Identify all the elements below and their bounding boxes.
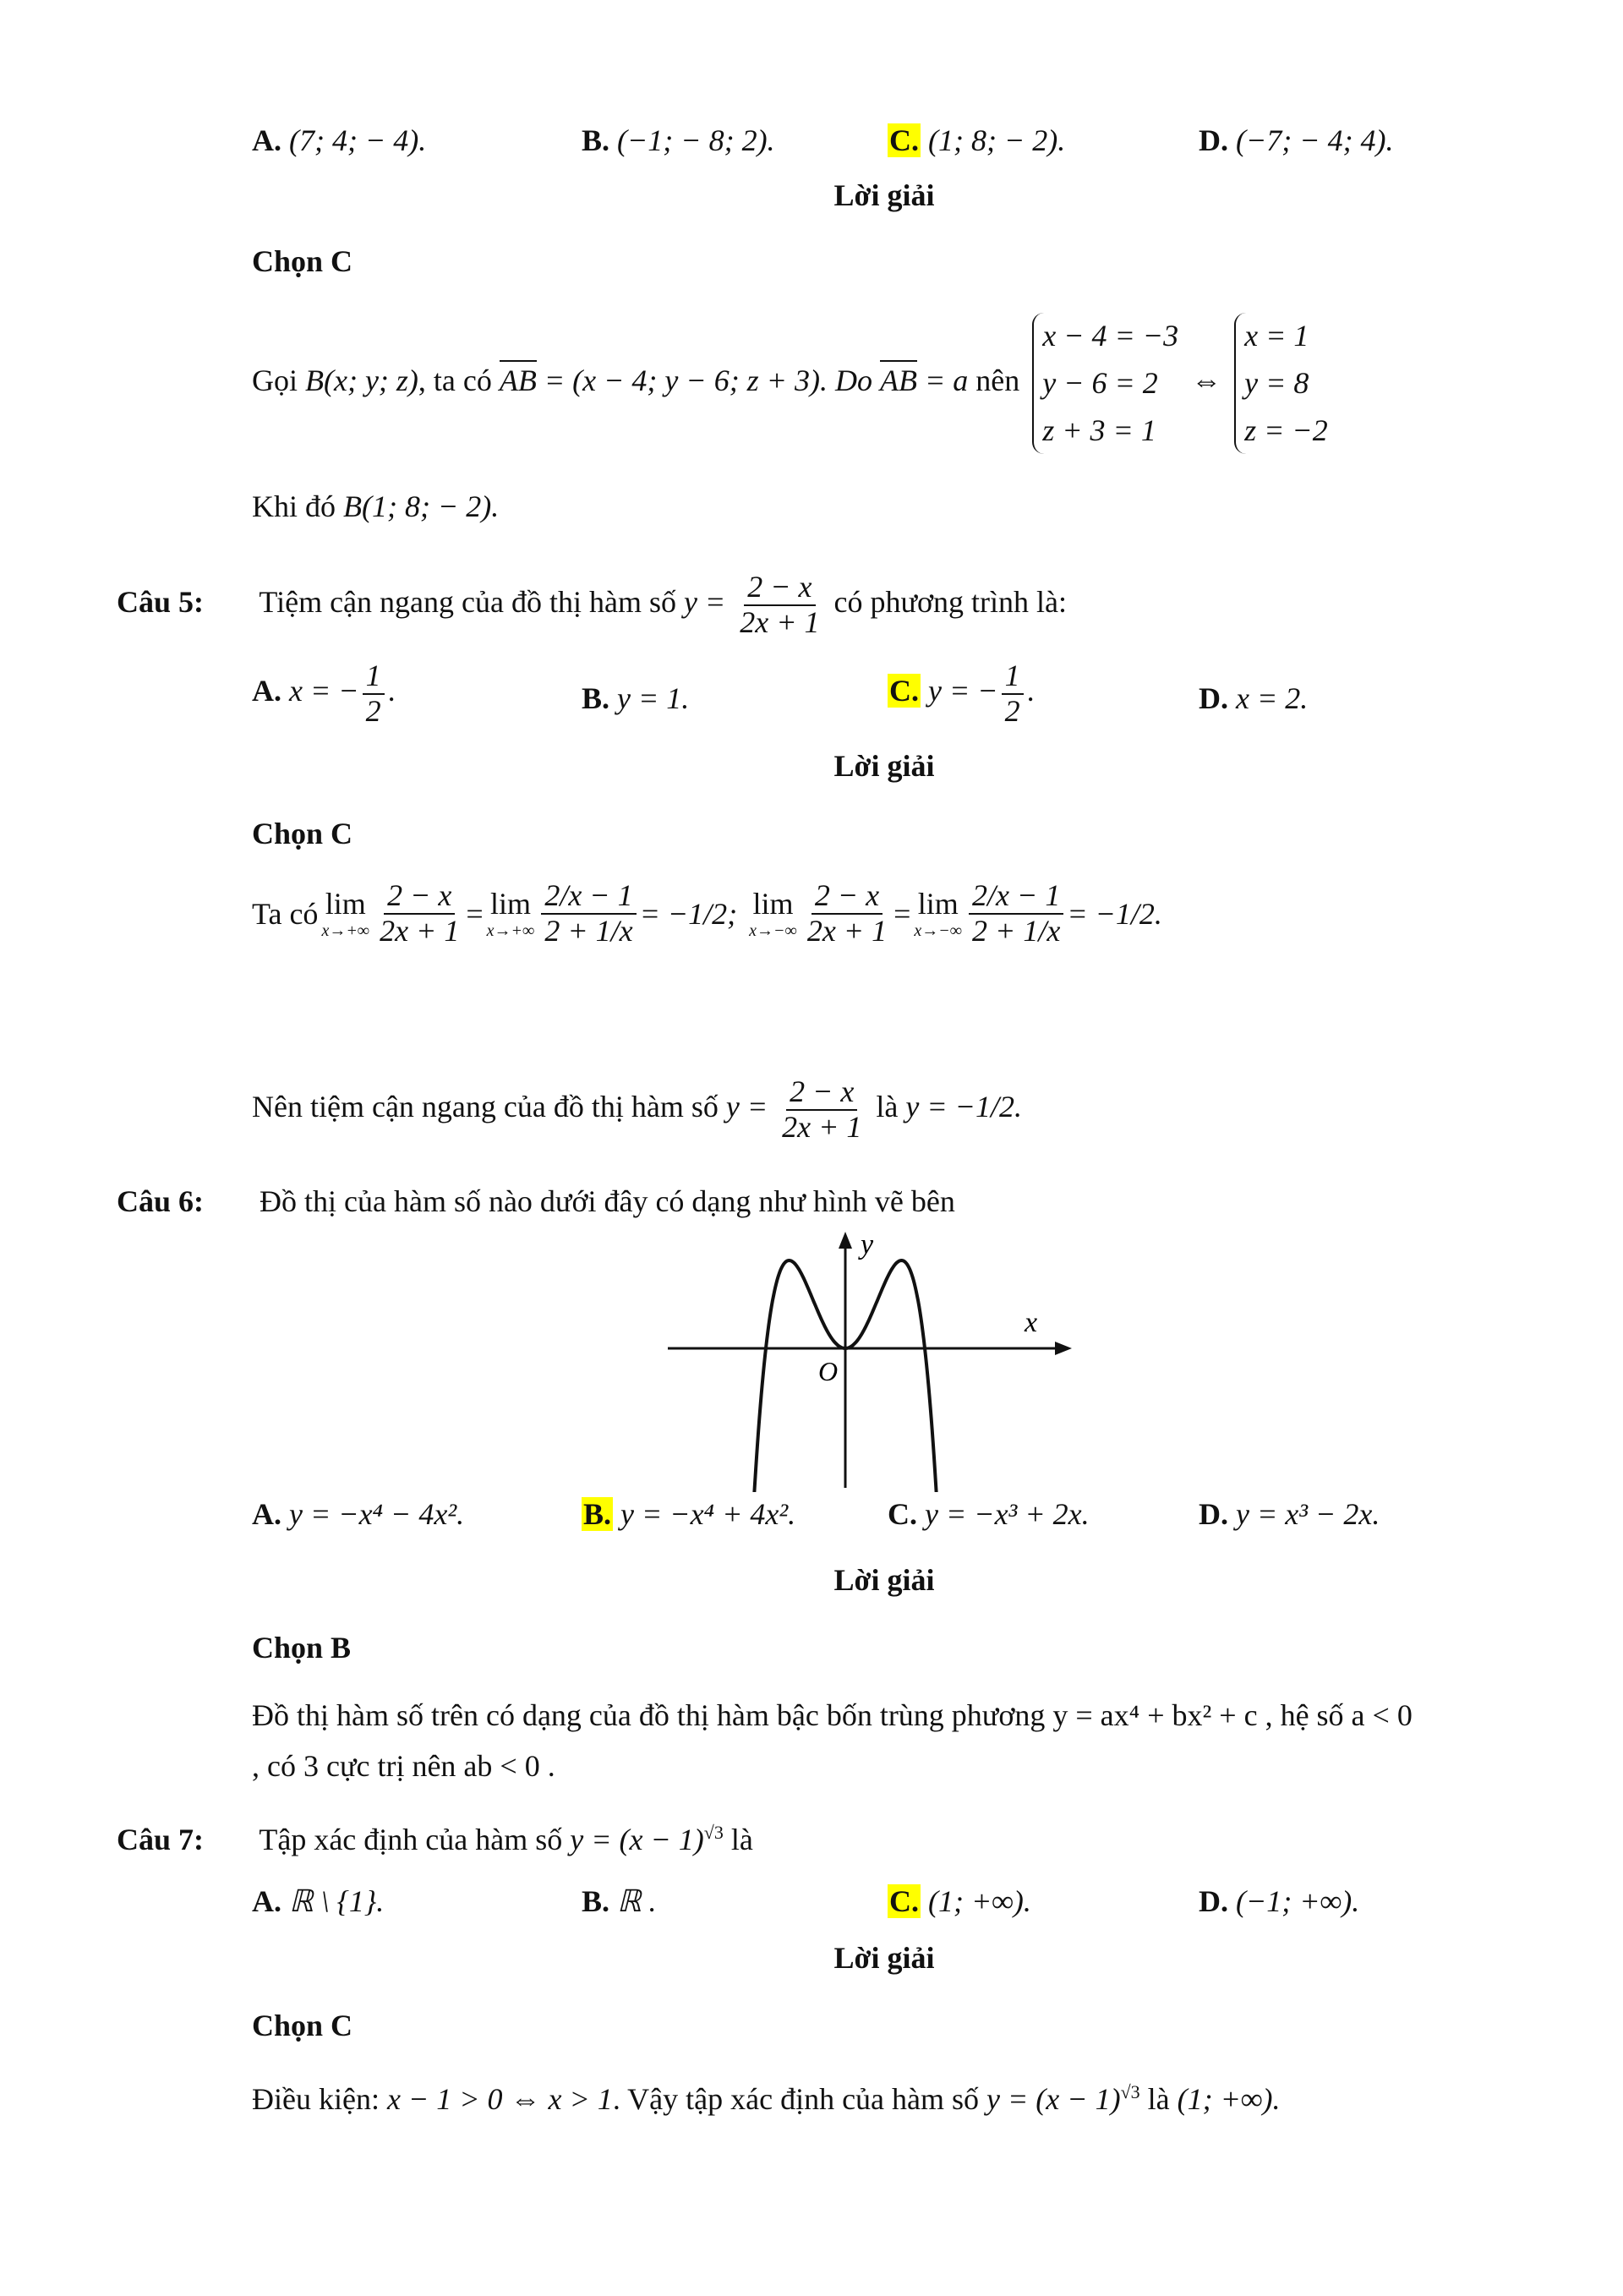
option-letter: C. — [888, 1497, 917, 1531]
option-text: y = −x⁴ + 4x². — [620, 1497, 796, 1531]
numerator: 2 − x — [744, 571, 815, 606]
equivalence-symbol: ⇔ — [1191, 363, 1222, 397]
fraction — [804, 879, 890, 948]
numerator: 1 — [1002, 659, 1024, 695]
lim-word: lim — [489, 886, 531, 921]
vector-eq: = a — [916, 363, 969, 397]
punct: . — [387, 673, 396, 708]
numerator: 2 − x — [786, 1075, 857, 1111]
q7-choice: Chọn C — [252, 2009, 353, 2042]
q7-option-c — [888, 1883, 1031, 1919]
exponent: √3 — [703, 1822, 724, 1843]
option-text: (1; +∞). — [928, 1884, 1031, 1918]
system-row: y = 8 — [1244, 365, 1309, 400]
q4-choice: Chọn C — [252, 244, 353, 278]
math: x − 1 > 0 ⇔ x > 1 — [386, 2082, 613, 2116]
denominator: 2 + 1/x — [544, 913, 633, 948]
x-axis-label: x — [1025, 1307, 1038, 1338]
fraction — [736, 571, 822, 639]
option-text: y = x³ − 2x. — [1236, 1497, 1380, 1531]
limit — [914, 888, 962, 939]
numerator: 2 − x — [812, 879, 883, 915]
q5-option-b — [582, 681, 689, 716]
denominator: 2 + 1/x — [972, 913, 1061, 948]
exponent: √3 — [1120, 2081, 1140, 2102]
x-axis-arrow — [1055, 1342, 1072, 1355]
denominator: 2x + 1 — [740, 604, 820, 639]
text: Điều kiện: — [252, 2082, 380, 2116]
result: = −1/2; — [639, 896, 738, 931]
q6-question — [117, 1184, 955, 1219]
text: , ta có — [418, 363, 492, 397]
equation-system-left — [1032, 313, 1178, 454]
lim-word: lim — [752, 886, 794, 921]
option-text: ℝ \ {1}. — [289, 1884, 385, 1918]
option-text: (−1; − 8; 2). — [617, 123, 775, 157]
option-letter: A. — [252, 1884, 281, 1918]
option-text: y = − — [928, 673, 998, 708]
option-text: x = − — [289, 673, 359, 708]
q5-question — [117, 571, 1067, 639]
option-text: (1; 8; − 2). — [928, 123, 1066, 157]
option-letter: A. — [252, 1497, 281, 1531]
q4-option-c — [888, 123, 1065, 158]
option-letter-highlight: C. — [889, 1884, 919, 1918]
q5-solution-heading: Lời giải — [833, 749, 935, 783]
q5-limit-line: Ta có lim x→+∞ $\frac{2 - x}{2x + 1}$ = lim x→+∞ $\frac{2/x - 1}{2 + 1/x}$ = −1/2; lim x→−∞ $\frac{2 - x}{2x + 1}$ = lim x→−∞ $\frac{2/x - 1}{2 + 1/x}$ = −1/2. — [252, 878, 1162, 948]
q6-solution-heading: Lời giải — [833, 1563, 935, 1597]
fraction — [541, 879, 636, 948]
lim-word: lim — [917, 886, 959, 921]
text: nên — [975, 363, 1020, 397]
question-label: Câu 7: — [117, 1823, 205, 1856]
limit — [321, 888, 369, 939]
option-letter: D. — [1199, 1884, 1228, 1918]
option-text: (7; 4; − 4). — [289, 123, 427, 157]
numerator: 2/x − 1 — [541, 879, 636, 915]
text: Khi đó — [252, 489, 336, 523]
lim-word: lim — [325, 886, 366, 921]
system-row: x − 4 = −3 — [1042, 319, 1179, 353]
result: = −1/2. — [1067, 896, 1162, 931]
result: (1; +∞). — [1177, 2082, 1281, 2116]
vector-ab: AB — [499, 363, 537, 397]
lim-sub: x→−∞ — [914, 921, 963, 940]
punct: . — [1026, 673, 1035, 708]
q7-option-a — [252, 1883, 384, 1919]
origin-label: O — [818, 1356, 839, 1386]
q5-conclusion — [252, 1075, 1022, 1144]
option-letter: B. — [582, 123, 610, 157]
system-row: z = −2 — [1244, 413, 1328, 447]
option-text: x = 2. — [1236, 681, 1309, 715]
fn: y = (x − 1) — [986, 2082, 1121, 2116]
lim-sub: x→−∞ — [749, 921, 797, 940]
point: B(x; y; z) — [305, 363, 418, 397]
text: Ta có — [252, 896, 319, 931]
question-label: Câu 6: — [117, 1184, 205, 1218]
text: . Vậy tập xác định của hàm số — [612, 2082, 980, 2116]
denominator: 2x + 1 — [782, 1109, 862, 1144]
option-letter: D. — [1199, 123, 1228, 157]
q5-option-c — [888, 659, 1035, 728]
text: Nên tiệm cận ngang của đồ thị hàm số — [252, 1089, 719, 1123]
option-text: (−1; +∞). — [1236, 1884, 1360, 1918]
fn-lhs: y = — [725, 1089, 768, 1123]
text: Gọi — [252, 363, 298, 397]
limit — [487, 888, 535, 939]
q6-option-a — [252, 1496, 464, 1532]
q6-option-d — [1199, 1496, 1380, 1532]
vector-ab: AB — [879, 363, 917, 397]
system-row: y − 6 = 2 — [1042, 365, 1158, 400]
text: là — [876, 1089, 899, 1123]
fraction — [779, 1075, 865, 1144]
numerator: 2 − x — [384, 879, 455, 915]
q4-solution-line — [252, 313, 1333, 454]
fn: y = (x − 1) — [570, 1823, 704, 1856]
q6-explanation-line1: Đồ thị hàm số trên có dạng của đồ thị hàm bậc bốn trùng phương y = ax⁴ + bx² + c , hệ số a < 0 — [252, 1698, 1413, 1732]
q4-option-a — [252, 123, 426, 158]
option-text: y = 1. — [617, 681, 690, 715]
vector-expr: = (x − 4; y − 6; z + 3). Do — [536, 363, 872, 397]
denominator: 2 — [1004, 693, 1020, 728]
q5-option-a — [252, 659, 396, 728]
option-text: (−7; − 4; 4). — [1236, 123, 1394, 157]
question-label: Câu 5: — [117, 584, 205, 619]
fn-lhs: y = — [683, 584, 726, 619]
function-graph — [668, 1230, 1074, 1492]
lim-sub: x→+∞ — [321, 921, 370, 940]
numerator: 2/x − 1 — [969, 879, 1063, 915]
denominator: 2x + 1 — [806, 913, 888, 948]
q7-question — [117, 1822, 753, 1857]
option-letter-highlight: C. — [889, 123, 919, 157]
q6-explanation-line2: , có 3 cực trị nên ab < 0 . — [252, 1749, 555, 1783]
y-axis-label: y — [861, 1230, 874, 1260]
lim-sub: x→+∞ — [486, 921, 535, 940]
option-letter: D. — [1199, 681, 1228, 715]
q4-option-d — [1199, 123, 1394, 158]
question-text: là — [730, 1823, 753, 1856]
q6-option-b — [582, 1496, 795, 1532]
question-text: Tiệm cận ngang của đồ thị hàm số — [259, 584, 676, 619]
question-text: Đồ thị của hàm số nào dưới đây có dạng như hình vẽ bên — [260, 1184, 955, 1218]
fraction — [376, 879, 462, 948]
option-letter: D. — [1199, 1497, 1228, 1531]
q4-option-b — [582, 123, 775, 158]
q7-option-b — [582, 1883, 657, 1919]
q5-option-d — [1199, 681, 1308, 716]
option-letter: B. — [582, 681, 610, 715]
numerator: 1 — [363, 659, 385, 695]
option-text: y = −x³ + 2x. — [925, 1497, 1090, 1531]
denominator: 2 — [365, 693, 381, 728]
y-axis-arrow — [839, 1232, 852, 1249]
option-text: y = −x⁴ − 4x². — [289, 1497, 465, 1531]
question-text: Tập xác định của hàm số — [259, 1823, 563, 1856]
option-letter-highlight: C. — [889, 673, 919, 708]
fraction — [1002, 659, 1024, 728]
equation-system-right — [1234, 313, 1328, 454]
option-text: ℝ . — [617, 1884, 657, 1918]
option-letter: B. — [582, 1884, 610, 1918]
fraction — [363, 659, 385, 728]
system-row: x = 1 — [1244, 319, 1309, 353]
q7-option-d — [1199, 1883, 1359, 1919]
fraction — [969, 879, 1063, 948]
q4-solution-heading: Lời giải — [833, 178, 935, 212]
point: B(1; 8; − 2). — [343, 489, 500, 523]
q6-choice: Chọn B — [252, 1631, 352, 1665]
question-text: có phương trình là: — [833, 584, 1068, 619]
option-letter-highlight: B. — [583, 1497, 612, 1531]
q6-option-c — [888, 1496, 1090, 1532]
denominator: 2x + 1 — [380, 913, 460, 948]
q5-choice: Chọn C — [252, 817, 353, 850]
q7-solution-heading: Lời giải — [833, 1941, 935, 1975]
option-letter: A. — [252, 123, 281, 157]
text: là — [1147, 2082, 1170, 2116]
option-letter: A. — [252, 673, 281, 708]
q7-condition — [252, 2081, 1281, 2117]
result: y = −1/2. — [905, 1089, 1022, 1123]
limit — [749, 888, 797, 939]
q4-conclusion — [252, 489, 499, 524]
system-row: z + 3 = 1 — [1042, 413, 1156, 447]
